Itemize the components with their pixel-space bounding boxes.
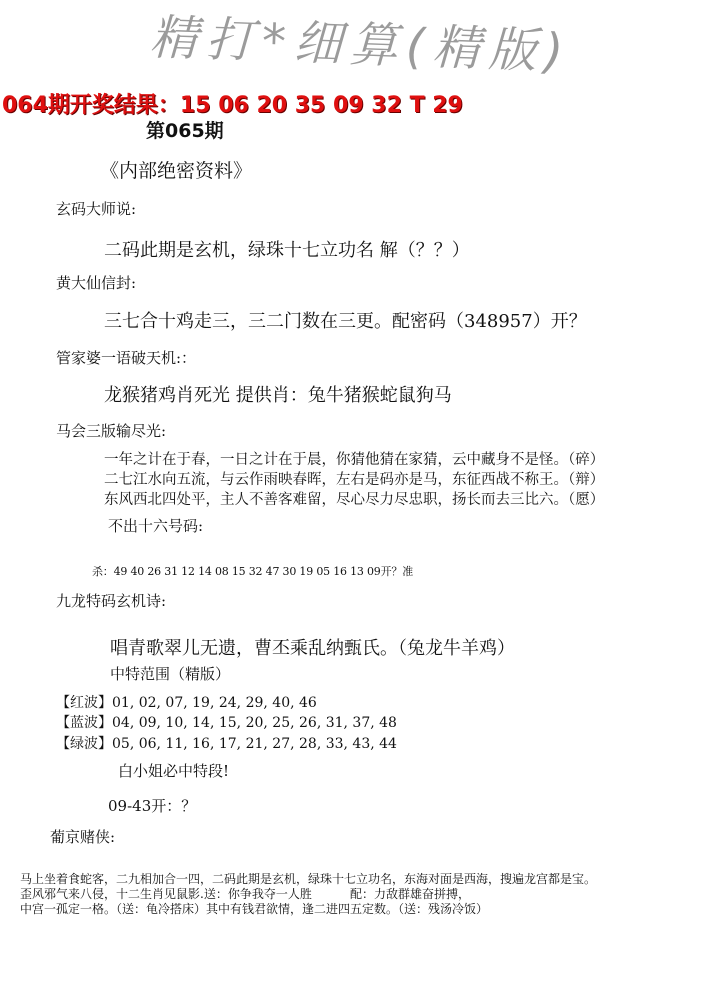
banner-logo: 精打*细算(精版) xyxy=(148,9,573,81)
issue-number: 第065期 xyxy=(146,120,224,142)
mahui-line: 二七江水向五流，与云作雨映春晖，左右是码亦是马，东征西战不称王。（辩） xyxy=(104,472,605,488)
huang-text: 三七合十鸡走三，三二门数在三更。配密码（348957）开？ xyxy=(104,311,587,332)
mahui-line: 一年之计在于春，一日之计在于晨，你猜他猜在家猜，云中藏身不是怪。（碎） xyxy=(104,452,605,468)
jiulong-poem: 唱青歌翠儿无遗，曹丕乘乱纳甄氏。（兔龙牛羊鸡） xyxy=(110,638,515,659)
bai-text: 白小姐必中特段! xyxy=(118,762,230,780)
section-label-huang: 黄大仙信封: xyxy=(56,274,137,292)
doc-title: 《内部绝密资料》 xyxy=(100,160,253,182)
wave-numbers: 04, 09, 10, 14, 15, 20, 25, 26, 31, 37, 48 xyxy=(112,715,397,731)
wave-tag: 【红波】 xyxy=(56,695,112,711)
section-label-xuanma: 玄码大师说: xyxy=(56,200,137,218)
result-line: 064期开奖结果：15 06 20 35 09 32 T 29 xyxy=(2,93,463,118)
footer-poem xyxy=(20,872,596,917)
wave-numbers: 05, 06, 11, 16, 17, 21, 27, 28, 33, 43, 44 xyxy=(112,736,397,752)
section-label-mahui: 马会三版输尽光: xyxy=(56,422,167,440)
guanjia-text: 龙猴猪鸡肖死光 提供肖：兔牛猪猴蛇鼠狗马 xyxy=(104,385,452,406)
section-label-jiulong: 九龙特码玄机诗: xyxy=(56,592,167,610)
mahui-poem xyxy=(104,450,604,510)
no16-label: 不出十六号码: xyxy=(108,517,204,535)
range-title: 中特范围（精版） xyxy=(110,665,231,683)
footer-line: 马上坐着食蛇客，二九相加合一四，二码此期是玄机，绿珠十七立功名，东海对面是西海，搜遍龙宫都是宝。 xyxy=(20,872,597,886)
wave-tag: 【蓝波】 xyxy=(56,715,112,731)
wave-row-blue xyxy=(56,712,397,732)
wave-row-red xyxy=(56,692,317,712)
wave-tag: 【绿波】 xyxy=(56,736,112,752)
section-label-guanjia: 管家婆一语破天机:： xyxy=(56,349,197,367)
xuanma-text: 二码此期是玄机，绿珠十七立功名 解（？？） xyxy=(104,240,470,261)
footer-line: 歪风邪气来八侵，十二生肖见鼠影.送：你争我夺一人胜 配：力敌群雄奋拼搏， xyxy=(20,887,470,901)
footer-line: 中宫一孤定一格。（送：龟冷搭床）其中有钱君欲情，逢二进四五定数。（送：残汤冷饭） xyxy=(20,902,489,916)
wave-row-green xyxy=(56,733,397,753)
kill-numbers: 杀：49 40 26 31 12 14 08 15 32 47 30 19 05 16 13 09开？准 xyxy=(92,565,414,578)
wave-numbers: 01, 02, 07, 19, 24, 29, 40, 46 xyxy=(112,695,317,711)
open-text: 09-43开：？ xyxy=(108,797,197,815)
section-label-pujing: 葡京赌侠: xyxy=(50,828,116,846)
mahui-line: 东风西北四处平，主人不善客难留，尽心尽力尽忠职，扬长而去三比六。（愿） xyxy=(104,492,605,508)
